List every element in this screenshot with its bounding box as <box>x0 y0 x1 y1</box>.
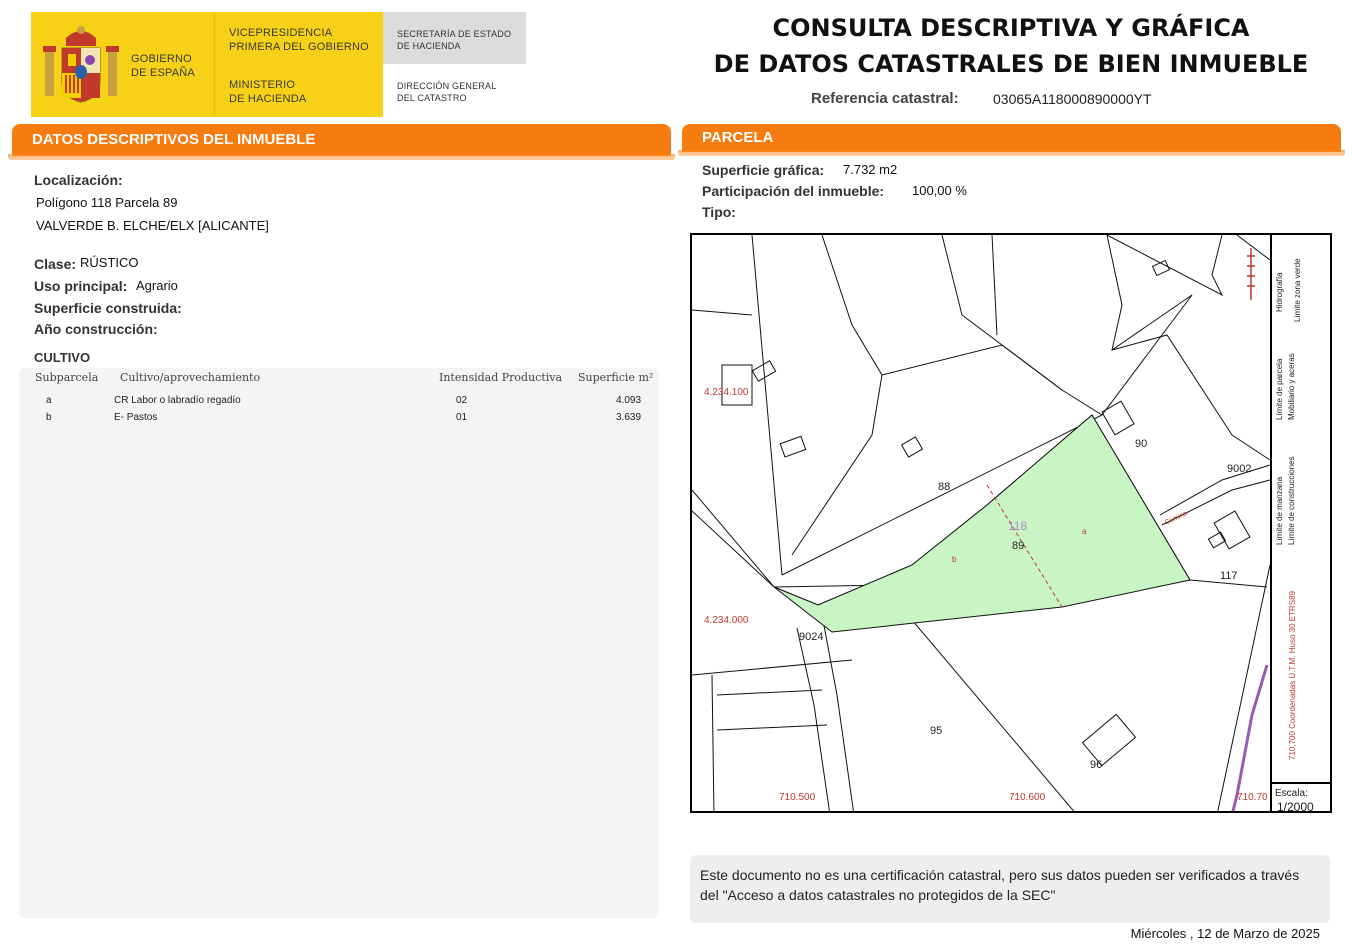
anio-construccion-label: Año construcción: <box>34 321 158 337</box>
parcel-label: 88 <box>938 481 951 493</box>
parcel-label: 117 <box>1220 570 1238 582</box>
coord-y1: 4.234.100 <box>704 387 749 398</box>
parcel-label: 9024 <box>799 631 824 643</box>
coord-x3: 710.70 <box>1237 792 1268 803</box>
disclaimer-text: Este documento no es una certificación catastral, pero sus datos pueden ser verificados a través del "Acceso a datos catastrales no protegidos de la SEC" <box>700 867 1300 903</box>
table-header-intensidad: Intensidad Productiva <box>439 371 563 384</box>
section-title-datos: DATOS DESCRIPTIVOS DEL INMUEBLE <box>32 131 316 148</box>
participacion-label: Participación del inmueble: <box>702 183 885 199</box>
parcel-label: 89 <box>1012 540 1025 552</box>
gov-line2: DE ESPAÑA <box>131 67 195 79</box>
cultivo-title: CULTIVO <box>34 350 91 365</box>
dir-line2: DEL CATASTRO <box>397 93 467 103</box>
superficie-construida-label: Superficie construida: <box>34 300 182 316</box>
subparcel-b-label: b <box>952 555 957 564</box>
ref-value: 03065A118000890000YT <box>993 91 1152 107</box>
coord-x1: 710.500 <box>779 792 816 803</box>
table-cell: b <box>46 412 52 423</box>
parcel-label: 90 <box>1135 438 1148 450</box>
uso-value: Agrario <box>136 278 178 293</box>
table-cell: 3.639 <box>616 412 642 423</box>
participacion-value: 100,00 % <box>912 183 967 198</box>
legend-lim-construcciones: Límite de construcciones <box>1287 456 1296 545</box>
table-cell: 4.093 <box>616 395 642 406</box>
cultivo-table-panel <box>19 368 659 918</box>
dir-line1: DIRECCIÓN GENERAL <box>397 81 497 91</box>
section-title-parcela: PARCELA <box>702 129 774 146</box>
subparcel-a-label: a <box>1082 527 1087 536</box>
coat-of-arms-icon <box>42 22 122 104</box>
coord-x2: 710.600 <box>1009 792 1046 803</box>
table-cell: 01 <box>456 412 468 423</box>
table-header-superficie: Superficie m² <box>578 371 654 384</box>
table-cell: CR Labor o labradío regadío <box>114 395 241 406</box>
legend-hidrografia: Hidrografía <box>1275 272 1284 312</box>
gov-line1: GOBIERNO <box>131 53 192 65</box>
clase-label: Clase: <box>34 256 77 272</box>
legend-mobiliario: Mobiliario y aceras <box>1287 353 1296 420</box>
min-line2: DE HACIENDA <box>229 93 307 105</box>
localizacion-line1: Polígono 118 Parcela 89 <box>36 195 178 210</box>
legend-zona-verde: Límite zona verde <box>1293 258 1302 322</box>
table-cell: E- Pastos <box>114 412 158 423</box>
min-line1: MINISTERIO <box>229 79 296 91</box>
label-118: 118 <box>1008 519 1028 533</box>
legend-coords-note: 710,700 Coordenadas U.T.M. Huso 30 ETRS89 <box>1288 591 1297 760</box>
parcel-label: 9002 <box>1227 463 1252 475</box>
page-title-line1: CONSULTA DESCRIPTIVA Y GRÁFICA <box>772 14 1250 42</box>
disclaimer-box <box>690 855 1330 923</box>
camino-label: Camino <box>1163 510 1189 527</box>
coord-y2: 4.234.000 <box>704 615 749 626</box>
localizacion-line2: VALVERDE B. ELCHE/ELX [ALICANTE] <box>36 218 269 233</box>
logo-divider <box>214 12 215 117</box>
uso-label: Uso principal: <box>34 278 128 294</box>
localizacion-label: Localización: <box>34 172 123 188</box>
page-title-line2: DE DATOS CATASTRALES DE BIEN INMUEBLE <box>713 50 1309 78</box>
tipo-label: Tipo: <box>702 204 736 220</box>
scale-label: Escala: <box>1275 788 1308 799</box>
section-header-parcela <box>682 124 1341 152</box>
section-header-datos <box>12 124 671 156</box>
superficie-grafica-value: 7.732 m2 <box>843 162 898 177</box>
table-header-subparcela: Subparcela <box>35 371 99 384</box>
parcel-label: 95 <box>930 725 943 737</box>
sec-line1: SECRETARÍA DE ESTADO <box>397 29 512 39</box>
sec-line2: DE HACIENDA <box>397 41 461 51</box>
date-text: Miércoles , 12 de Marzo de 2025 <box>1130 926 1320 941</box>
superficie-grafica-label: Superficie gráfica: <box>702 162 825 178</box>
vice-line1: VICEPRESIDENCIA <box>229 27 333 39</box>
ref-label: Referencia catastral: <box>811 90 959 107</box>
table-cell: a <box>46 395 52 406</box>
table-header-cultivo: Cultivo/aprovechamiento <box>120 371 261 384</box>
table-cell: 02 <box>456 395 468 406</box>
clase-value: RÚSTICO <box>80 255 139 270</box>
parcel-label: 96 <box>1090 759 1103 771</box>
legend-lim-manzana: Límite de manzana <box>1275 476 1284 545</box>
vice-line2: PRIMERA DEL GOBIERNO <box>229 41 369 53</box>
scale-value: 1/2000 <box>1277 800 1314 814</box>
legend-lim-parcela: Límite de parcela <box>1275 358 1284 420</box>
